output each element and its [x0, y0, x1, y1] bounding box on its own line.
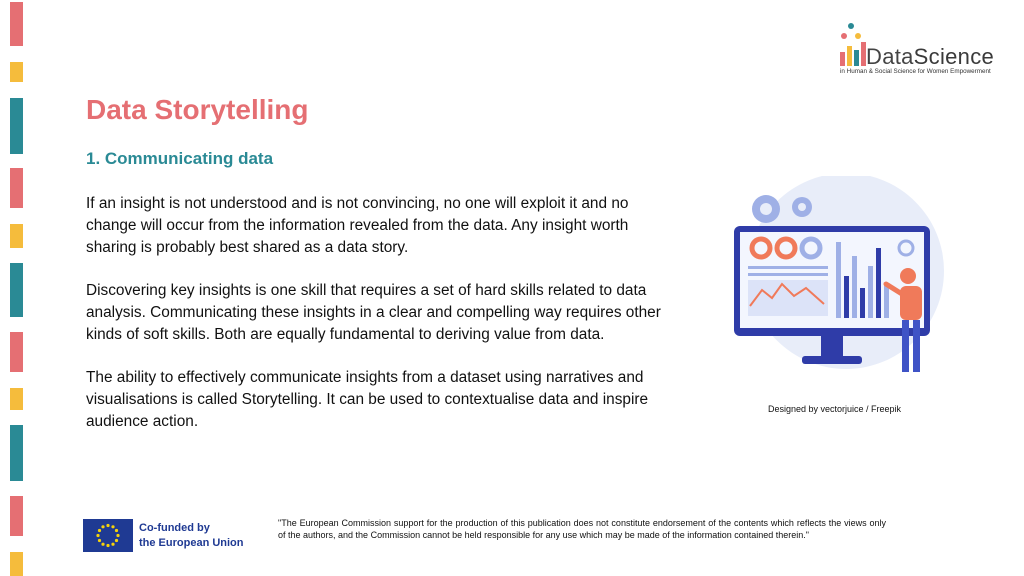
- eu-flag-icon: [83, 519, 133, 552]
- eu-disclaimer: "The European Commission support for the production of this publication does not constitute endorsement of the contents which reflects the views only of the authors, and the Commission cannot be held responsible for any use which may be made of the information contained therein.": [278, 518, 886, 540]
- stripe-yellow: [10, 62, 23, 82]
- paragraph: Discovering key insights is one skill that requires a set of hard skills related to data analysis. Communicating these insights in a clear and compelling way requires other kinds of soft skills. Both are equally fundamental to deriving value from data.: [86, 282, 661, 343]
- illustration-credit: Designed by vectorjuice / Freepik: [768, 404, 902, 414]
- stripe-teal: [10, 425, 23, 481]
- stripe-teal: [10, 98, 23, 154]
- stripe-red: [10, 2, 23, 46]
- stripe-yellow: [10, 224, 23, 248]
- stripe-yellow: [10, 552, 23, 576]
- section-subtitle: 1. Communicating data: [86, 149, 274, 168]
- paragraph: If an insight is not understood and is not convincing, no one will exploit it and no change will occur from the information revealed from the data. Any insight worth sharing is probably best shared as a data story.: [86, 195, 629, 256]
- logo-tagline: in Human & Social Science for Women Empowerment: [840, 68, 991, 75]
- stripe-red: [10, 332, 23, 372]
- data-dashboard-illustration: [726, 176, 956, 386]
- stripe-yellow: [10, 388, 23, 410]
- paragraph: The ability to effectively communicate insights from a dataset using narratives and visualisations is called Storytelling. It can be used to contextualise data and inspire audience action.: [86, 369, 649, 430]
- logo-wordmark: DataScience: [866, 44, 995, 69]
- eu-cofunded-label: Co-funded by the European Union: [139, 522, 244, 549]
- stripe-red: [10, 496, 23, 536]
- body-text: [86, 193, 676, 455]
- stripe-teal: [10, 263, 23, 317]
- stripe-red: [10, 168, 23, 208]
- page-title: Data Storytelling: [86, 94, 309, 125]
